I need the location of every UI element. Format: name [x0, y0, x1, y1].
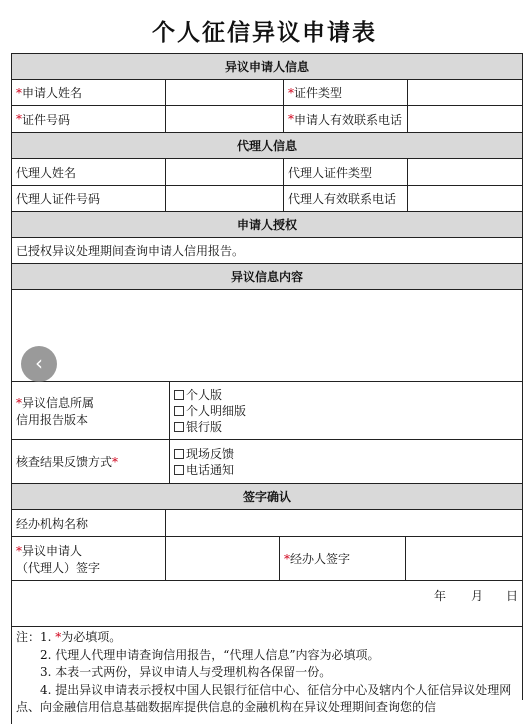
row-applicant-name	[12, 80, 522, 106]
authorization-text: 已授权异议处理期间查询申请人信用报告。	[16, 244, 245, 258]
watermark-fade	[439, 700, 529, 724]
checkbox-icon[interactable]	[174, 449, 184, 459]
label-id-number: * 证件号码	[16, 112, 71, 127]
row-report-version	[12, 382, 522, 440]
row-institution	[12, 510, 522, 537]
section-applicant: 异议申请人信息	[12, 54, 522, 80]
option-onsite[interactable]: 现场反馈	[174, 446, 234, 462]
row-applicant-id	[12, 106, 522, 133]
row-authorization	[12, 238, 522, 264]
field-id-number[interactable]	[165, 106, 283, 132]
note-3: 3. 本表一式两份，异议申请人与受理机构各保留一份。	[40, 665, 332, 679]
row-feedback-method	[12, 440, 522, 484]
option-personal-detail[interactable]: 个人明细版	[174, 403, 246, 419]
field-applicant-phone[interactable]	[407, 106, 524, 132]
label-applicant-name: * 申请人姓名	[16, 85, 83, 100]
label-agent-id-type: 代理人证件类型	[283, 159, 407, 185]
row-agent-id	[12, 186, 522, 212]
section-agent: 代理人信息	[12, 133, 522, 159]
date-day: 日	[506, 589, 519, 603]
chevron-left-icon: ‹	[35, 351, 43, 375]
label-feedback-method: 核查结果反馈方式 *	[16, 454, 119, 469]
option-bank[interactable]: 银行版	[174, 419, 222, 435]
checkbox-icon[interactable]	[174, 422, 184, 432]
report-version-options	[169, 382, 524, 439]
field-agent-id-type[interactable]	[407, 159, 524, 185]
form-title: 个人征信异议申请表	[152, 20, 377, 46]
field-applicant-name[interactable]	[165, 80, 283, 105]
field-handler-signature[interactable]	[405, 537, 524, 580]
label-handler-signature: * 经办人签字	[279, 537, 405, 580]
label-agent-name: 代理人姓名	[16, 165, 77, 180]
prev-page-button[interactable]	[21, 346, 57, 382]
field-applicant-signature[interactable]	[165, 537, 279, 580]
dispute-form	[11, 53, 523, 724]
field-institution[interactable]	[165, 510, 524, 536]
label-agent-id-number: 代理人证件号码	[16, 192, 101, 206]
note-2: 2. 代理人代理申请查询信用报告，“代理人信息”内容为必填项。	[40, 647, 380, 662]
field-agent-id-number[interactable]	[165, 186, 283, 211]
field-agent-phone[interactable]	[407, 186, 524, 211]
label-applicant-phone: * 申请人有效联系电话	[283, 106, 407, 132]
row-signatures	[12, 537, 522, 581]
date-month: 月	[471, 589, 484, 603]
field-agent-name[interactable]	[165, 159, 283, 185]
checkbox-icon[interactable]	[174, 406, 184, 416]
checkbox-icon[interactable]	[174, 465, 184, 475]
field-id-type[interactable]	[407, 80, 524, 105]
label-agent-phone: 代理人有效联系电话	[283, 186, 407, 211]
feedback-options	[169, 440, 524, 483]
note-4: 4. 提出异议申请表示授权中国人民银行征信中心、征信分中心及辖内个人征信异议处理网	[40, 682, 512, 697]
option-personal[interactable]: 个人版	[174, 387, 222, 403]
dispute-content-area[interactable]	[12, 290, 522, 382]
label-applicant-signature: *异议申请人 （代理人）签字	[16, 543, 101, 575]
note-5: 点、向金融信用信息基础数据库提供信息的金融机构在异议处理期间查询您的信	[16, 700, 437, 714]
row-agent-name	[12, 159, 522, 186]
row-date	[12, 581, 522, 627]
option-phone[interactable]: 电话通知	[174, 462, 234, 478]
section-dispute-content: 异议信息内容	[12, 264, 522, 290]
checkbox-icon[interactable]	[174, 390, 184, 400]
note-1: 注：1. *为必填项。	[16, 630, 122, 644]
label-institution: 经办机构名称	[16, 516, 89, 531]
label-report-version: *异议信息所属 信用报告版本	[16, 395, 95, 427]
date-year: 年	[434, 589, 447, 603]
label-id-type: * 证件类型	[283, 80, 407, 105]
section-signature: 签字确认	[12, 484, 522, 510]
section-authorization: 申请人授权	[12, 212, 522, 238]
